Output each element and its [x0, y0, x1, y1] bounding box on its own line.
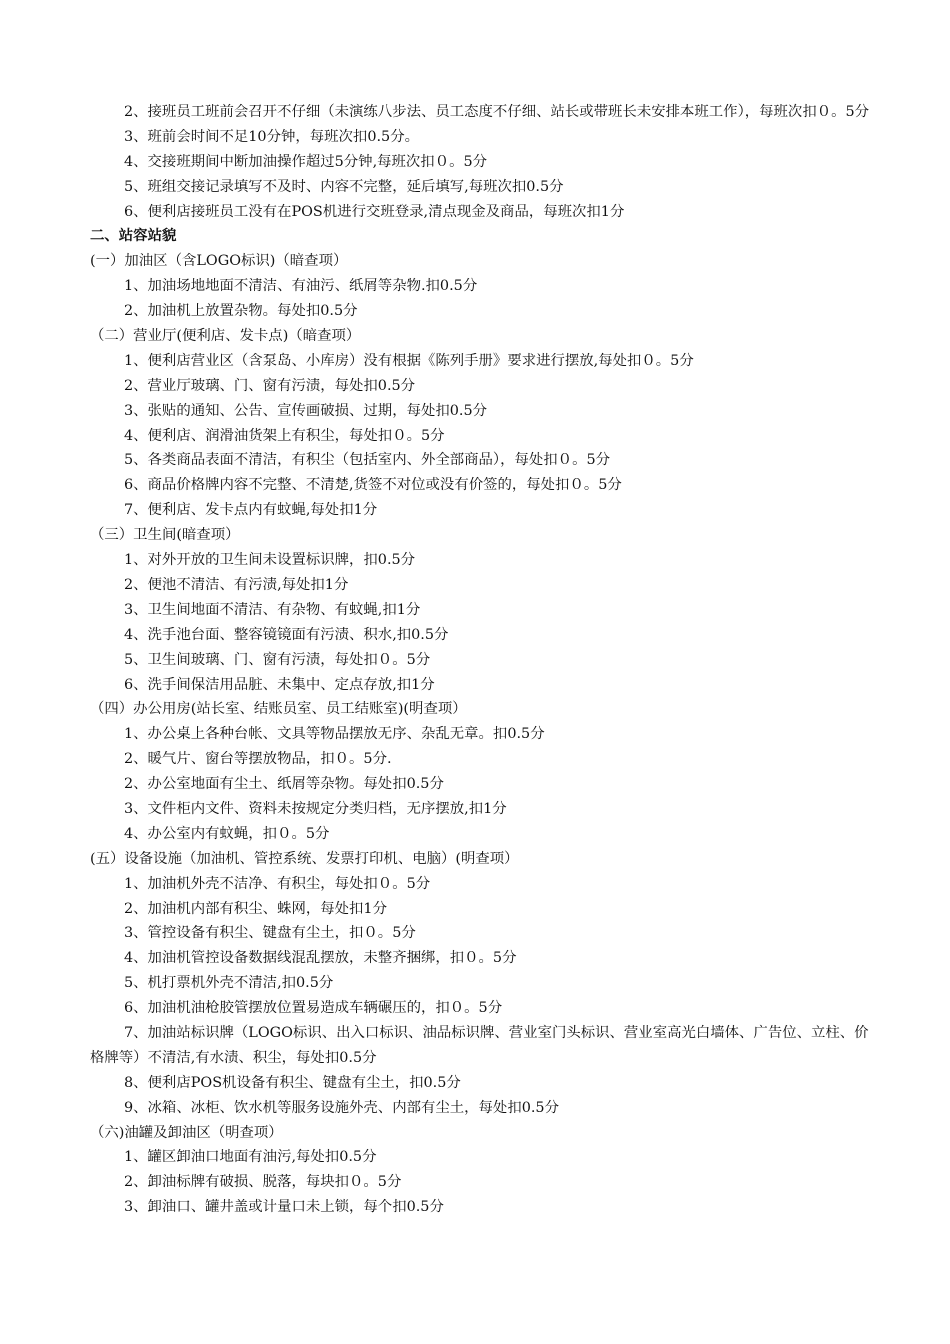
list-item: 4、办公室内有蚊蝇，扣０。5分	[124, 825, 330, 842]
list-item: 6、洗手间保洁用品脏、未集中、定点存放,扣1分	[124, 676, 435, 693]
list-item: 3、管控设备有积尘、键盘有尘土，扣０。5分	[124, 925, 416, 942]
list-item: 8、便利店POS机设备有积尘、键盘有尘土，扣0.5分	[124, 1074, 461, 1091]
list-item: 4、便利店、润滑油货架上有积尘，每处扣０。5分	[124, 427, 445, 444]
list-item: 3、班前会时间不足10分钟，每班次扣0.5分。	[124, 128, 419, 145]
list-item: 2、卸油标牌有破损、脱落，每块扣０。5分	[124, 1174, 402, 1191]
subsection-heading: (一）加油区（含LOGO标识)（暗查项）	[90, 253, 348, 270]
list-item: 3、卫生间地面不清洁、有杂物、有蚊蝇,扣1分	[124, 601, 421, 618]
list-item: 1、办公桌上各种台帐、文具等物品摆放无序、杂乱无章。扣0.5分	[124, 726, 545, 743]
list-item: 7、便利店、发卡点内有蚊蝇,每处扣1分	[124, 502, 378, 519]
list-item: 6、加油机油枪胶管摆放位置易造成车辆碾压的，扣０。5分	[124, 1000, 503, 1017]
list-item: 1、加油机外壳不洁净、有积尘，每处扣０。5分	[124, 875, 431, 892]
list-item: 2、营业厅玻璃、门、窗有污渍，每处扣0.5分	[124, 377, 416, 394]
list-item: 3、张贴的通知、公告、宣传画破损、过期，每处扣0.5分	[124, 402, 488, 419]
list-item: 2、便池不清洁、有污渍,每处扣1分	[124, 576, 349, 593]
section-heading: 二、站容站貌	[90, 227, 177, 245]
list-item: 4、交接班期间中断加油操作超过5分钟,每班次扣０。5分	[124, 153, 488, 170]
list-item: 7、加油站标识牌（LOGO标识、出入口标识、油品标识牌、营业室门头标识、营业室高光白墙体、广告位、立柱、价格牌等）不清洁,有水渍、积尘，每处扣0.5分	[90, 1024, 869, 1066]
subsection-heading: (五）设备设施（加油机、管控系统、发票打印机、电脑）(明查项）	[90, 850, 519, 867]
list-item: 2、办公室地面有尘土、纸屑等杂物。每处扣0.5分	[124, 776, 444, 793]
list-item: 1、罐区卸油口地面有油污,每处扣0.5分	[124, 1149, 377, 1166]
list-item: 5、各类商品表面不清洁，有积尘（包括室内、外全部商品），每处扣０。5分	[124, 452, 611, 469]
list-item: 5、班组交接记录填写不及时、内容不完整，延后填写,每班次扣0.5分	[124, 178, 564, 195]
list-item: 5、卫生间玻璃、门、窗有污渍，每处扣０。5分	[124, 651, 431, 668]
subsection-heading: （三）卫生间(暗查项）	[90, 527, 240, 544]
document-body	[90, 100, 870, 1220]
list-item: 3、卸油口、罐井盖或计量口未上锁，每个扣0.5分	[124, 1199, 444, 1216]
list-item: 2、加油机内部有积尘、蛛网，每处扣1分	[124, 900, 387, 917]
list-item: 5、机打票机外壳不清洁,扣0.5分	[124, 975, 334, 992]
subsection-heading: （四）办公用房(站长室、结账员室、员工结账室)(明查项）	[90, 701, 467, 718]
list-item: 6、商品价格牌内容不完整、不清楚,货签不对位或没有价签的，每处扣０。5分	[124, 477, 622, 494]
list-item: 3、文件柜内文件、资料未按规定分类归档，无序摆放,扣1分	[124, 800, 507, 817]
list-item: 2、暖气片、窗台等摆放物品，扣０。5分.	[124, 751, 392, 768]
list-item: 2、加油机上放置杂物。每处扣0.5分	[124, 303, 358, 320]
subsection-heading: （二）营业厅(便利店、发卡点)（暗查项）	[90, 328, 361, 345]
list-item: 6、便利店接班员工没有在POS机进行交班登录,清点现金及商品，每班次扣1分	[124, 203, 625, 220]
list-item: 4、加油机管控设备数据线混乱摆放，未整齐捆绑，扣０。5分	[124, 950, 517, 967]
list-item: 4、洗手池台面、整容镜镜面有污渍、积水,扣0.5分	[124, 626, 449, 643]
list-item: 2、接班员工班前会召开不仔细（未演练八步法、员工态度不仔细、站长或带班长未安排本班工作），每班次扣０。5分	[124, 104, 870, 120]
subsection-heading: （六)油罐及卸油区（明查项）	[90, 1124, 283, 1141]
list-item: 1、对外开放的卫生间未设置标识牌，扣0.5分	[124, 552, 416, 569]
list-item: 1、便利店营业区（含泵岛、小库房）没有根据《陈列手册》要求进行摆放,每处扣０。5分	[124, 352, 694, 369]
list-item: 9、冰箱、冰柜、饮水机等服务设施外壳、内部有尘土，每处扣0.5分	[124, 1099, 559, 1116]
list-item: 1、加油场地地面不清洁、有油污、纸屑等杂物.扣0.5分	[124, 278, 478, 295]
